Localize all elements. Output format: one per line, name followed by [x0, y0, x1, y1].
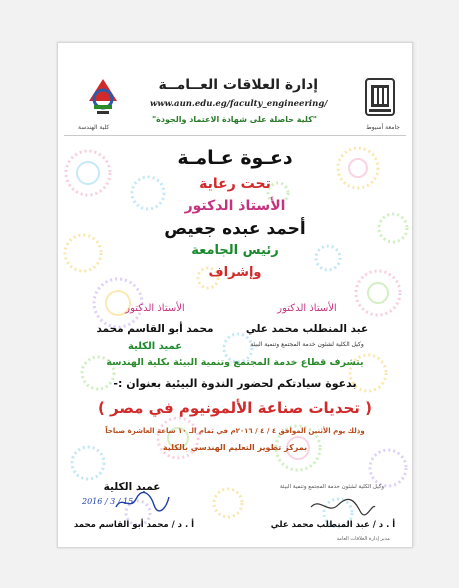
symposium-title: ( تحديات صناعة الألمونيوم في مصر ) — [97, 399, 373, 417]
university-logo-caption: جامعة أسيوط — [366, 124, 400, 131]
department-title: إدارة العلاقات العــامــة — [158, 77, 318, 93]
header-divider — [64, 135, 406, 136]
faculty-logo-icon — [84, 75, 122, 117]
university-logo-icon — [362, 77, 398, 121]
supervisor-right-title: وكيل الكلية لشئون خدمة المجتمع وتنمية البيئة — [250, 341, 364, 348]
dean-name: أ . د / محمد أبو القاسم محمد — [73, 520, 195, 530]
dean-signature-date: 2016 / 3 / 15 — [82, 497, 134, 506]
faculty-website: www.aun.edu.eg/faculty_engineering/ — [150, 99, 328, 109]
honored-statement: يتشرف قطاع خدمة المجتمع وتنمية البيئة بكلية الهندسة — [106, 357, 364, 368]
vice-dean-signature-mark — [308, 495, 378, 517]
vice-dean-signature-title: وكيل الكلية لشئون خدمة المجتمع وتنمية البيئة — [279, 484, 385, 490]
supervisor-left-rank: الأستاذ الدكتور — [125, 303, 185, 314]
supervisor-right-name: عبد المنطلب محمد علي — [245, 323, 369, 335]
dean-signature-title: عميد الكلية — [103, 481, 161, 493]
supervisor-right-rank: الأستاذ الدكتور — [277, 303, 337, 314]
public-relations-note: مدير إدارة العلاقات العامة — [336, 536, 390, 542]
patronage-label: تحت رعاية — [199, 176, 271, 192]
letterhead — [58, 43, 412, 138]
accreditation-note: "كلية حاصلة على شهادة الاعتماد والجودة" — [152, 115, 317, 124]
president-title: رئيس الجامعة — [191, 243, 279, 258]
invitation-heading: دعـوة عـامـة — [177, 147, 293, 169]
vice-dean-name: أ . د / عبد المنطلب محمد علي — [270, 520, 396, 530]
supervisor-left-title: عميد الكلية — [127, 341, 183, 352]
event-date: وذلك يوم الأثنين الموافق ٤ / ٤ / ٢٠١٦م في تمام الـ ١٠ ساعة العاشرة صباحاً — [105, 427, 365, 435]
president-rank: الأستاذ الدكتور — [184, 198, 286, 214]
event-venue: بمركز تطوير التعليم الهندسي بالكلية — [162, 443, 308, 452]
president-name: أحمد عبده جعيص — [164, 219, 306, 239]
faculty-logo-caption: كلية الهندسة — [78, 124, 110, 131]
supervisor-left-name: محمد أبو القاسم محمد — [96, 323, 214, 335]
invitation-text: بدعوة سيادتكم لحضور الندوة البيئية بعنوان :- — [113, 377, 357, 390]
invitation-document — [57, 42, 413, 548]
supervision-label: وإشراف — [208, 265, 262, 280]
